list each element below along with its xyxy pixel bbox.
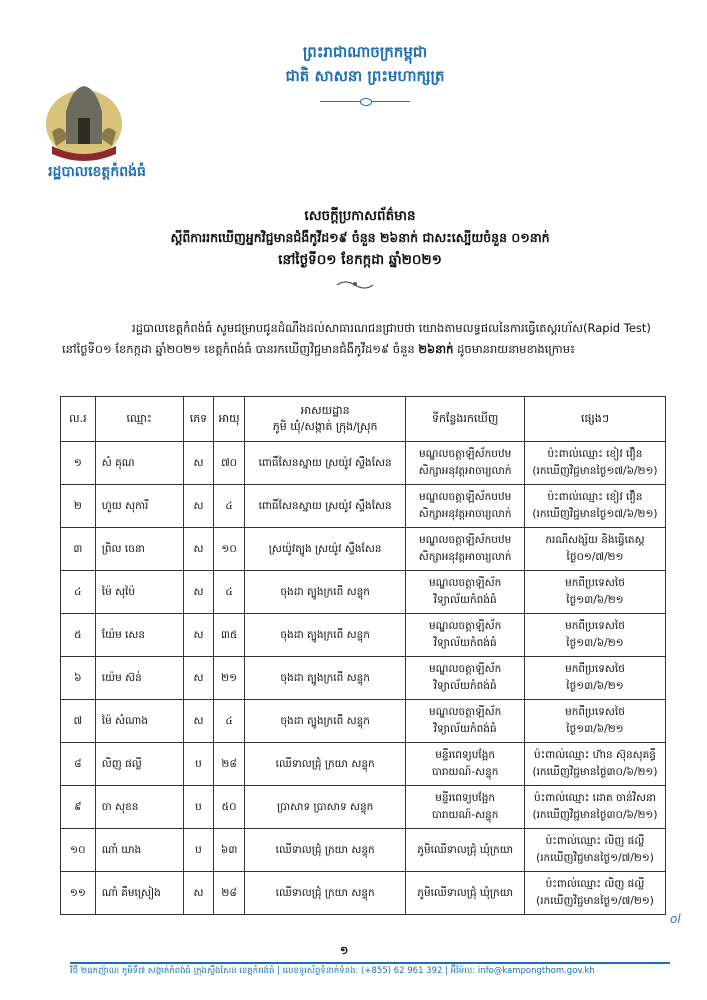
- address-text: ពោធិ៍សែនស្នាយ ស្រយ៉ូវ ស្ទឹងសែន: [258, 499, 392, 512]
- cell-note: [524, 571, 665, 614]
- temple-emblem-icon: [42, 82, 126, 162]
- cell-place: [406, 571, 525, 614]
- sex-text: ស: [193, 585, 204, 598]
- cell-age: [214, 571, 245, 614]
- no-text: ៥: [74, 628, 82, 641]
- kingdom-line-1: ព្រះរាជាណាចក្រកម្ពុជា: [302, 43, 428, 61]
- kingdom-motto: [230, 40, 500, 88]
- title-line-2: ស្តីពីការរកឃើញអ្នកវិជ្ជមានជំងឺកូវីដ១៩ ចំនួន ២៦នាក់ ជាសះស្បើយចំនួន ០១នាក់: [170, 230, 550, 245]
- cell-sex: [183, 829, 214, 872]
- cell-age: [214, 657, 245, 700]
- cell-address: [244, 442, 405, 485]
- footer-contact: វិថី ២ឧកញ៉ាណ ភូមិទី៧ សង្កាត់កំពង់ធំ ក្រុងស្ទឹងសែន ខេត្តកំពង់ធំ | លេខទូរស័ព្ទទំនាក់ទំនង: (+855) 62 961 392 | អ៊ីម៉ែល: info@kampongthom.gov.kh: [70, 966, 595, 976]
- cell-note: [524, 614, 665, 657]
- cell-address: [244, 528, 405, 571]
- cell-name: [95, 614, 183, 657]
- cell-note: [524, 786, 665, 829]
- cell-no: [61, 614, 96, 657]
- name-text: ហួយ សុការី: [101, 499, 149, 512]
- table-row: [61, 743, 666, 786]
- address-text: ប្រាសាទ ប្រាសាទ សន្ទុក: [277, 800, 374, 813]
- name-text: ម៉ៃ សំណាង: [101, 714, 148, 727]
- age-text: ៧០: [221, 456, 238, 469]
- place-line2: វិទ្យាល័យកំពង់ធំ: [433, 680, 497, 692]
- cell-age: [214, 700, 245, 743]
- header-no: ល.រ: [61, 397, 96, 442]
- no-text: ១០: [70, 843, 86, 856]
- cell-sex: [183, 485, 214, 528]
- cell-place: [406, 700, 525, 743]
- cell-no: [61, 657, 96, 700]
- cell-address: [244, 657, 405, 700]
- cell-note: [524, 528, 665, 571]
- cell-note: [524, 743, 665, 786]
- title-line-3: នៅថ្ងៃទី០១ ខែកក្កដា ឆ្នាំ២០២១: [278, 252, 442, 268]
- header-address: [244, 397, 405, 442]
- note-line2: (រកឃើញវិជ្ជមានថ្ងៃ១៧/៦/២១): [532, 465, 658, 477]
- place-line1: មណ្ឌលចត្តាឡីស័កបឋម: [419, 534, 512, 546]
- age-text: ១០: [221, 542, 237, 555]
- cell-sex: [183, 872, 214, 915]
- note-line1: ប៉ះពាល់ឈ្មោះ លិញ ផល្លី: [545, 835, 645, 847]
- note-line1: មកពីប្រទេសថៃ: [565, 706, 625, 718]
- age-text: ៤: [225, 714, 233, 727]
- name-text: យ៉ែម សេន: [101, 628, 146, 641]
- note-line1: ប៉ះពាល់ឈ្មោះ ខៀវ វឿន: [547, 491, 643, 503]
- divider-ornament-icon: [360, 98, 372, 106]
- header-age: អាយុ: [214, 397, 245, 442]
- cell-note: [524, 872, 665, 915]
- address-text: ចុងដា ត្បូងក្រពើ សន្ទុក: [280, 628, 370, 641]
- cell-place: [406, 442, 525, 485]
- cell-sex: [183, 743, 214, 786]
- cell-name: [95, 829, 183, 872]
- address-text: ឈើទាលជ្រុំ ក្រយា សន្ទុក: [275, 757, 375, 770]
- place-line1: មណ្ឌលចត្តាឡីស័ក: [429, 577, 502, 589]
- place-line2: សិក្សាអនុវត្តអាចារ្យលាក់: [418, 465, 512, 477]
- sex-text: ស: [193, 499, 204, 512]
- cell-age: [214, 442, 245, 485]
- cell-no: [61, 700, 96, 743]
- cell-place: [406, 657, 525, 700]
- cell-address: [244, 485, 405, 528]
- table-row: [61, 872, 666, 915]
- age-text: ២៨: [221, 757, 237, 770]
- age-text: ៤: [225, 499, 233, 512]
- no-text: ១១: [69, 886, 86, 899]
- cell-note: [524, 829, 665, 872]
- header-name: ឈ្មោះ: [95, 397, 183, 442]
- cell-name: [95, 528, 183, 571]
- sex-text: ស: [193, 714, 204, 727]
- name-text: យ៉េម ស៊ន់: [101, 671, 142, 684]
- place-line1: មណ្ឌលចត្តាឡីស័កបឋម: [419, 491, 512, 503]
- note-line2: ថ្ងៃ១៣/៦/២១: [566, 637, 624, 649]
- sex-text: ប: [195, 800, 202, 813]
- cell-place: [406, 786, 525, 829]
- cell-age: [214, 528, 245, 571]
- address-text: ស្រយ៉ូវត្បូង ស្រយ៉ូវ ស្ទឹងសែន: [268, 542, 382, 555]
- address-text: ចុងដា ត្បូងក្រពើ សន្ទុក: [280, 714, 370, 727]
- cell-name: [95, 485, 183, 528]
- place-line2: សិក្សាអនុវត្តអាចារ្យលាក់: [418, 551, 512, 563]
- cell-no: [61, 442, 96, 485]
- place-line2: សិក្សាអនុវត្តអាចារ្យលាក់: [418, 508, 512, 520]
- name-text: ចា សុខន: [101, 800, 139, 813]
- age-text: ២១: [221, 671, 238, 684]
- cell-age: [214, 614, 245, 657]
- cell-sex: [183, 442, 214, 485]
- cell-note: [524, 700, 665, 743]
- cell-address: [244, 571, 405, 614]
- cell-place: [406, 743, 525, 786]
- cell-sex: [183, 700, 214, 743]
- cell-address: [244, 743, 405, 786]
- signature-mark: ol: [670, 912, 681, 926]
- cell-age: [214, 872, 245, 915]
- cell-age: [214, 743, 245, 786]
- note-line2: (រកឃើញវិជ្ជមានថ្ងៃ១/៧/២១): [536, 895, 654, 907]
- note-line1: ប៉ះពាល់ឈ្មោះ លិញ ផល្លី: [545, 878, 645, 890]
- note-line2: (រកឃើញវិជ្ជមានថ្ងៃ១៧/៦/២១): [532, 508, 658, 520]
- name-text: សំ គុណ: [101, 456, 135, 469]
- place-line2: វិទ្យាល័យកំពង់ធំ: [433, 723, 497, 735]
- note-line1: ប៉ះពាល់ឈ្មោះ ដោត ចាន់វិសនា: [533, 792, 656, 804]
- cell-sex: [183, 786, 214, 829]
- cell-address: [244, 786, 405, 829]
- note-line1: ប៉ះពាល់ឈ្មោះ ខៀវ វឿន: [547, 448, 643, 460]
- intro-paragraph: [62, 318, 662, 360]
- no-text: ៣: [73, 542, 83, 555]
- place-line2: បារាយណ៍-សន្ទុក: [431, 809, 499, 821]
- table-row: [61, 786, 666, 829]
- note-line2: (រកឃើញវិជ្ជមានថ្ងៃ៣០/៦/២១): [532, 766, 658, 778]
- place-line2: វិទ្យាល័យកំពង់ធំ: [433, 594, 497, 606]
- no-text: ១: [73, 456, 82, 469]
- cell-note: [524, 657, 665, 700]
- agency-name: រដ្ឋបាលខេត្តកំពង់ធំ: [48, 164, 146, 180]
- cell-address: [244, 829, 405, 872]
- cell-age: [214, 829, 245, 872]
- title-ornament-icon: [335, 279, 375, 291]
- cell-age: [214, 485, 245, 528]
- no-text: ៨: [74, 757, 82, 770]
- table-row: [61, 442, 666, 485]
- header-sex: ភេទ: [183, 397, 214, 442]
- cell-no: [61, 872, 96, 915]
- sex-text: ស: [193, 671, 204, 684]
- cell-name: [95, 442, 183, 485]
- cell-name: [95, 571, 183, 614]
- place-line1: ភូមិឈើទាលជ្រុំ ឃុំក្រយា: [417, 886, 514, 899]
- table-row: [61, 485, 666, 528]
- place-line2: វិទ្យាល័យកំពង់ធំ: [433, 637, 497, 649]
- cell-name: [95, 743, 183, 786]
- cell-no: [61, 485, 96, 528]
- footer-divider: [70, 962, 670, 964]
- sex-text: ស: [193, 886, 204, 899]
- no-text: ៤: [74, 585, 82, 598]
- title-line-1: សេចក្តីប្រកាសព័ត៌មាន: [304, 208, 416, 224]
- table-header-row: [61, 397, 666, 442]
- cell-note: [524, 442, 665, 485]
- address-text: ឈើទាលជ្រុំ ក្រយា សន្ទុក: [275, 886, 375, 899]
- note-line1: ប៉ះពាល់ឈ្មោះ ហ៊ាន ស៊ុនសុគន្ធី: [533, 749, 656, 761]
- header-place: ទីកន្លែងរកឃើញ: [406, 397, 525, 442]
- no-text: ២: [73, 499, 82, 512]
- cell-place: [406, 485, 525, 528]
- kingdom-line-2: ជាតិ សាសនា ព្រះមហាក្សត្រ: [285, 67, 445, 85]
- name-text: ព្រិល ចេនា: [101, 542, 145, 555]
- note-line1: ករណីសង្ស័យ និងធ្វើតេស្ត: [545, 534, 645, 546]
- place-line1: ភូមិឈើទាលជ្រុំ ឃុំក្រយា: [417, 843, 514, 856]
- cell-age: [214, 786, 245, 829]
- place-line2: បារាយណ៍-សន្ទុក: [431, 766, 499, 778]
- table-row: [61, 657, 666, 700]
- intro-count: ២៦នាក់: [418, 342, 454, 356]
- cell-note: [524, 485, 665, 528]
- header-note: ផ្សេងៗ: [524, 397, 665, 442]
- sex-text: ស: [193, 628, 204, 641]
- cell-sex: [183, 571, 214, 614]
- page-number: ១: [340, 944, 349, 957]
- note-line2: (រកឃើញវិជ្ជមានថ្ងៃ៣០/៦/២១): [532, 809, 658, 821]
- intro-text: រដ្ឋបាលខេត្តកំពង់ធំ សូមជម្រាបជូនដំណឹងដល់សាធារណជនជ្រាបថា យោងតាមលទ្ធផលនៃការធ្វើតេស្តរហ័ស(Rapid Test) នៅថ្ងៃទី០១ ខែកក្កដា ឆ្នាំ២០២១ ខេត្តកំពង់ធំ បានរកឃើញវិជ្ជមានជំងឺកូវីដ១៩ ចំនួន: [62, 321, 651, 356]
- age-text: ២៨: [221, 886, 237, 899]
- table-row: [61, 829, 666, 872]
- no-text: ៩: [74, 800, 82, 813]
- place-line1: មណ្ឌលចត្តាឡីស័កបឋម: [419, 448, 512, 460]
- name-text: ម៉ៃ សុប៉ៃ: [101, 585, 136, 598]
- announcement-title: [60, 205, 660, 271]
- address-text: ចុងដា ត្បូងក្រពើ សន្ទុក: [280, 671, 370, 684]
- header-address-line2: ភូមិ ឃុំ/សង្កាត់ ក្រុង/ស្រុក: [272, 420, 378, 433]
- header-address-line1: អាសយដ្ឋាន: [300, 404, 350, 417]
- no-text: ៧: [73, 714, 83, 727]
- note-line1: មកពីប្រទេសថៃ: [565, 577, 625, 589]
- place-line1: មន្ទីរពេទ្យបង្អែក: [435, 749, 496, 761]
- cell-no: [61, 829, 96, 872]
- sex-text: ប: [195, 843, 202, 856]
- age-text: ៦៣: [220, 843, 238, 856]
- cell-place: [406, 528, 525, 571]
- cell-sex: [183, 528, 214, 571]
- name-text: លិញ ផល្លី: [101, 757, 142, 770]
- note-line1: មកពីប្រទេសថៃ: [565, 620, 625, 632]
- cell-sex: [183, 657, 214, 700]
- note-line2: ថ្ងៃ១៣/៦/២១: [566, 723, 624, 735]
- intro-text-end: ដូចមានរាយនាមខាងក្រោម៖: [453, 342, 576, 356]
- sex-text: ប: [195, 757, 202, 770]
- place-line1: មណ្ឌលចត្តាឡីស័ក: [429, 620, 502, 632]
- cell-place: [406, 829, 525, 872]
- cell-address: [244, 872, 405, 915]
- age-text: ៤: [225, 585, 233, 598]
- note-line2: (រកឃើញវិជ្ជមានថ្ងៃ១/៧/២១): [536, 852, 654, 864]
- cell-no: [61, 786, 96, 829]
- table-row: [61, 571, 666, 614]
- address-text: ចុងដា ត្បូងក្រពើ សន្ទុក: [280, 585, 370, 598]
- age-text: ៣៥: [220, 628, 238, 641]
- cell-place: [406, 872, 525, 915]
- cell-address: [244, 614, 405, 657]
- address-text: ឈើទាលជ្រុំ ក្រយា សន្ទុក: [275, 843, 375, 856]
- cell-sex: [183, 614, 214, 657]
- sex-text: ស: [193, 456, 204, 469]
- address-text: ពោធិ៍សែនស្នាយ ស្រយ៉ូវ ស្ទឹងសែន: [258, 456, 392, 469]
- table-row: [61, 700, 666, 743]
- name-text: ណាំ ឃាង: [101, 843, 142, 856]
- no-text: ៦: [74, 671, 82, 684]
- cell-no: [61, 571, 96, 614]
- cases-table: [60, 396, 666, 915]
- name-text: ណាំ គឹមស្រៀង: [101, 886, 161, 899]
- table-row: [61, 528, 666, 571]
- place-line1: មណ្ឌលចត្តាឡីស័ក: [429, 706, 502, 718]
- cell-address: [244, 700, 405, 743]
- cell-place: [406, 614, 525, 657]
- cell-no: [61, 743, 96, 786]
- age-text: ៥០: [221, 800, 237, 813]
- note-line1: មកពីប្រទេសថៃ: [565, 663, 625, 675]
- cell-name: [95, 872, 183, 915]
- note-line2: ថ្ងៃ១៣/៦/២១: [566, 594, 624, 606]
- place-line1: មន្ទីរពេទ្យបង្អែក: [435, 792, 496, 804]
- place-line1: មណ្ឌលចត្តាឡីស័ក: [429, 663, 502, 675]
- cell-name: [95, 700, 183, 743]
- sex-text: ស: [193, 542, 204, 555]
- cell-name: [95, 786, 183, 829]
- cell-name: [95, 657, 183, 700]
- note-line2: ថ្ងៃ១៣/៦/២១: [566, 680, 624, 692]
- table-row: [61, 614, 666, 657]
- note-line2: ថ្ងៃ០១/៧/២១: [566, 551, 624, 563]
- cell-no: [61, 528, 96, 571]
